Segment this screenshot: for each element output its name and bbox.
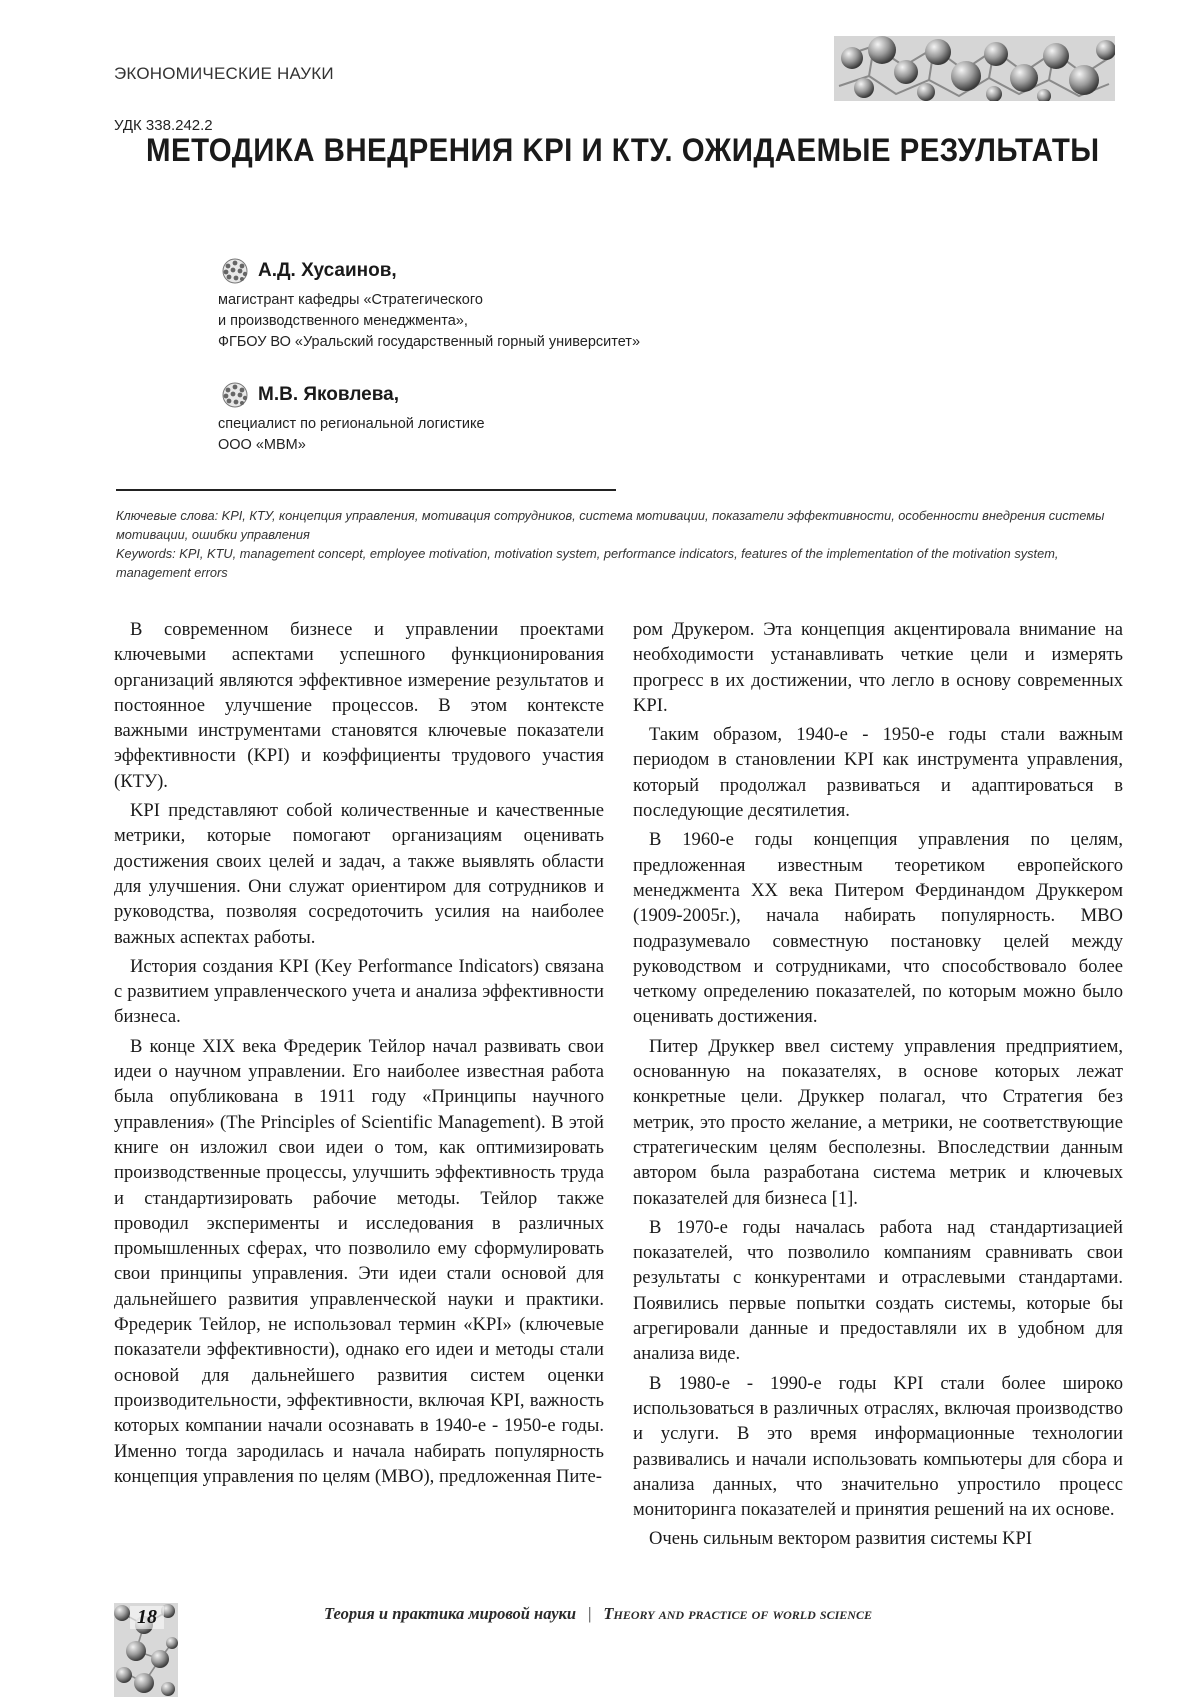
body-paragraph: В 1980-е - 1990-е годы KPI стали более широко использоваться в различных отраслях, включая производство и услуги. В это время информационные технологии развивались и начали использовать компьютеры для сбора и анализа данных, что значительно упростило процесс мониторинга показателей и принятия решений на их основе.: [633, 1372, 1123, 1521]
section-label: ЭКОНОМИЧЕСКИЕ НАУКИ: [114, 64, 334, 83]
author-block: [218, 258, 640, 353]
body-paragraph: Очень сильным вектором развития системы KPI: [649, 1528, 1033, 1550]
journal-footer: [324, 1604, 872, 1624]
body-paragraph: В современном бизнесе и управлении проектами ключевыми аспектами успешного функционирования организаций являются эффективное измерение результатов и постоянное улучшение процессов. В этом контексте важными инструментами становятся ключевые показатели эффективности (KPI) и коэффициенты трудового участия (КТУ).: [114, 619, 604, 792]
footer-separator: |: [588, 1604, 592, 1623]
body-paragraph: В 1970-е годы началась работа над стандартизацией показателей, что позволило компаниям сравнивать свои результаты с конкурентами и отраслевыми стандартами. Появились первые попытки создать системы, которые бы агрегировали данные и предоставляли их в удобном для анализа виде.: [633, 1216, 1123, 1365]
keywords-en: Keywords: KPI, KTU, management concept, employee motivation, motivation system, performance indicators, features of the implementation of the motivation system, management errors: [116, 546, 1059, 580]
body-column-left: [114, 617, 604, 1493]
affiliation-line: ООО «МВМ»: [218, 437, 306, 453]
author-name: М.В. Яковлева,: [258, 384, 399, 405]
author-affiliation: [218, 290, 640, 353]
affiliation-line: ФГБОУ ВО «Уральский государственный горный университет»: [218, 334, 641, 350]
keywords-block: [116, 506, 1106, 582]
section-divider: [116, 489, 616, 491]
page-number: 18: [130, 1606, 164, 1629]
body-paragraph: В 1960-е годы концепция управления по целям, предложенная известным теоретиком европейского менеджмента XX века Питером Фердинандом Друккером (1909-2005г.), начала набирать популярность. МВО подразумевало совместную постановку целей между руководством и сотрудниками, что способствовало более четкому определению показателей, по которым можно было оценивать достижения.: [633, 829, 1123, 1028]
molecule-header-image: [834, 36, 1115, 101]
body-paragraph: Таким образом, 1940-е - 1950-е годы стали важным периодом в становлении KPI как инструмента управления, который продолжал развиваться и адаптироваться в последующие десятилетия.: [633, 724, 1123, 822]
body-paragraph: Питер Друккер ввел систему управления предприятием, основанную на показателях, в основе которых лежат конкретные цели. Друккер полагал, что Стратегия без метрик, это просто желание, а метрики, не соответствующие стратегическим целям бесполезны. Впоследствии данным автором была разработана система метрик и ключевых показателей для бизнеса [1].: [633, 1035, 1123, 1209]
molecule-bullet-icon: [218, 382, 252, 408]
affiliation-line: специалист по региональной логистике: [218, 416, 485, 432]
article-title: МЕТОДИКА ВНЕДРЕНИЯ KPI И КТУ. ОЖИДАЕМЫЕ РЕЗУЛЬТАТЫ: [146, 132, 1100, 168]
journal-title-en: Theory and practice of world science: [603, 1604, 872, 1623]
body-paragraph-continuation: ром Друкером. Эта концепция акцентировала внимание на необходимости устанавливать четкие цели и измерять прогресс в их достижении, что легло в основу современных KPI.: [633, 619, 1123, 716]
body-paragraph: История создания KPI (Key Performance Indicators) связана с развитием управленческого учета и анализа эффективности бизнеса.: [114, 955, 604, 1028]
body-column-right: [633, 617, 1123, 1556]
affiliation-line: магистрант кафедры «Стратегического: [218, 292, 483, 308]
keywords-ru: Ключевые слова: KPI, КТУ, концепция управления, мотивация сотрудников, система мотивации, показатели эффективности, особенности внедрения системы мотивации, ошибки управления: [116, 508, 1105, 542]
body-paragraph: KPI представляют собой количественные и качественные метрики, которые помогают организациям оценивать достижения своих целей и задач, а также выявлять области для улучшения. Они служат ориентиром для сотрудников и руководства, позволяя сосредоточить усилия на наиболее важных аспектах работы.: [114, 800, 604, 948]
affiliation-line: и производственного менеджмента»,: [218, 313, 468, 329]
body-paragraph: В конце XIX века Фредерик Тейлор начал развивать свои идеи о научном управлении. Его наиболее известная работа была опубликована в 1911 году «Принципы научного управления» (The Principles of Scientific Management). В этой книге он изложил свои идеи о том, как оптимизировать производственные процессы, улучшить эффективность труда и стандартизировать рабочие методы. Тейлор также проводил эксперименты и исследования в различных промышленных сферах, что позволило ему сформулировать свои принципы управления. Эти идеи стали основой для дальнейшего развития управленческой науки и практики. Фредерик Тейлор, не использовал термин «KPI» (ключевые показатели эффективности), однако его идеи и методы стали основой для дальнейшего развития систем оценки производительности, эффективности, включая KPI, важность которых компании начали осознавать в 1940-е - 1950-е годы. Именно тогда зародилась и начала набирать популярность концепция управления по целям (МВО), предложенная Пите-: [114, 1035, 604, 1487]
molecule-bullet-icon: [218, 258, 252, 284]
author-name: А.Д. Хусаинов,: [258, 260, 397, 281]
udk-code: УДК 338.242.2: [114, 117, 213, 134]
author-block: [218, 382, 485, 456]
author-affiliation: [218, 414, 485, 456]
journal-title-ru: Теория и практика мировой науки: [324, 1604, 577, 1623]
